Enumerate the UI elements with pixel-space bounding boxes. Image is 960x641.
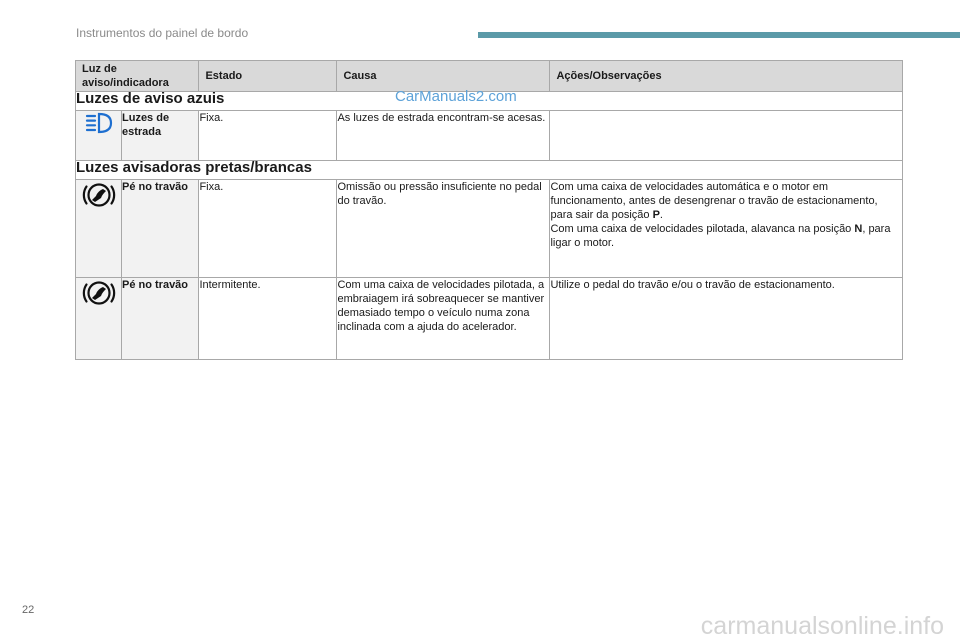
icon-cell [76, 180, 122, 278]
light-state: Fixa. [199, 111, 337, 161]
light-state: Intermitente. [199, 278, 337, 360]
actions-text-4: , para ligar o motor. [550, 223, 891, 249]
table-header-row [76, 61, 903, 92]
carmanuals-watermark: CarManuals2.com [395, 88, 517, 105]
site-watermark: carmanualsonline.info [700, 612, 944, 640]
page-header-title: Instrumentos do painel de bordo [76, 26, 249, 40]
light-name: Pé no travão [122, 180, 199, 278]
section-header-row [76, 161, 903, 180]
light-actions [550, 180, 903, 278]
actions-text-3: Com uma caixa de velocidades pilotada, alavanca na posição [550, 223, 855, 235]
light-actions: Utilize o pedal do travão e/ou o travão de estacionamento. [550, 278, 903, 360]
light-cause: Omissão ou pressão insuficiente no pedal do travão. [337, 180, 550, 278]
light-cause: Com uma caixa de velocidades pilotada, a embraiagem irá sobreaquecer se mantiver demasiado tempo o veículo numa zona inclinada com a ajuda do acelerador. [337, 278, 550, 360]
header-accent-bar [478, 32, 960, 38]
table-row [76, 180, 903, 278]
foot-on-brake-icon [82, 180, 116, 210]
actions-text-1: Com uma caixa de velocidades automática e o motor em funcionamento, antes de desengrenar o travão de estacionamento, para sair da posição [550, 181, 878, 221]
table-row [76, 278, 903, 360]
actions-text-2: . [659, 209, 663, 221]
column-header-light: Luz de aviso/indicadora [76, 61, 199, 92]
gear-position-p: P [652, 209, 660, 221]
column-header-actions: Ações/Observações [550, 61, 903, 92]
headlight-main-beam-icon [84, 111, 114, 135]
table-row [76, 111, 903, 161]
light-cause: As luzes de estrada encontram-se acesas. [337, 111, 550, 161]
gear-position-n: N [854, 223, 863, 235]
section-title-blue: Luzes de aviso azuis [76, 92, 903, 111]
light-name: Pé no travão [122, 278, 199, 360]
section-title-black-white: Luzes avisadoras pretas/brancas [76, 161, 903, 180]
light-state: Fixa. [199, 180, 337, 278]
foot-on-brake-icon [82, 278, 116, 308]
page-number: 22 [22, 604, 35, 616]
warning-lights-table [75, 60, 903, 360]
icon-cell [76, 111, 122, 161]
column-header-state: Estado [199, 61, 337, 92]
light-name: Luzes de estrada [122, 111, 199, 161]
column-header-cause: Causa [337, 61, 550, 92]
light-actions [550, 111, 903, 161]
icon-cell [76, 278, 122, 360]
